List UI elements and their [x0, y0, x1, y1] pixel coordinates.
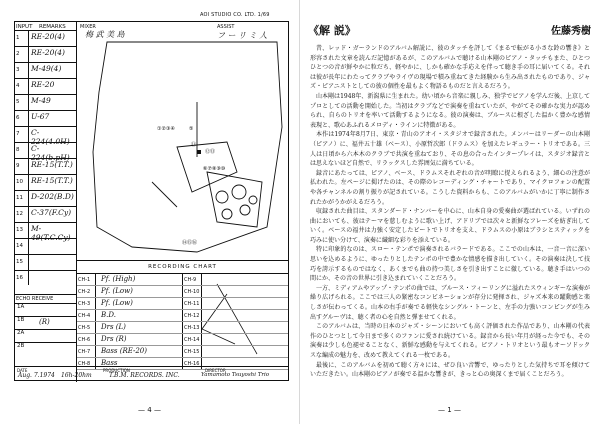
- input-number: 6: [16, 115, 20, 121]
- input-number: 14: [16, 243, 23, 249]
- channel-source: Drs (L): [101, 323, 126, 331]
- input-row: [15, 222, 76, 242]
- input-remark: RE-20: [31, 80, 55, 89]
- channel-label: CH-10: [184, 289, 200, 295]
- production-label: PRODUCTION: [103, 368, 130, 373]
- channel-label: CH-12: [184, 313, 200, 319]
- channel-label: CH-4: [78, 313, 91, 319]
- input-remark: M-49: [31, 96, 51, 105]
- echo-row-label: 2B: [17, 343, 25, 349]
- time-value: 16h-20hm: [61, 372, 92, 379]
- echo-rows: [15, 303, 76, 355]
- input-remark: RE-15(T.T.): [31, 160, 73, 169]
- input-remark: C-37(F.Cy): [31, 208, 72, 217]
- recording-chart-grid: [77, 273, 288, 370]
- drum-1: [216, 191, 228, 203]
- input-remark: RE-20(4): [31, 48, 65, 57]
- marker-box: [197, 150, 201, 154]
- body-paragraph: 一方、ミディアムやアップ・テンポの曲では、ブルース・フィーリングに溢れたスウィンギーな演奏が繰り広げられる。ここでは三人の緊密なコンビネーションが存分に発揮され、ジャズ本来の躍動感と楽しさが伝わってくる。山本の右手が奏でる軽快なシングル・トーンと、左手の力強いコンピングが生み出すグルーヴは、聴く者の心を自然と弾ませてくれる。: [310, 284, 590, 321]
- echo-title: ECHO RECEIVE: [15, 294, 76, 303]
- assist-label: ASSIST: [217, 24, 235, 30]
- bass-line: [152, 182, 177, 207]
- recording-row: [77, 310, 288, 322]
- echo-receive: [15, 294, 76, 355]
- channel-label: CH-9: [184, 277, 197, 283]
- echo-handwriting: (R): [39, 318, 50, 326]
- input-row: [15, 174, 76, 191]
- channel-source: Pf. (Low): [101, 287, 133, 295]
- input-row: [15, 46, 76, 63]
- assist-handwriting: フ ー リ ミ 人: [217, 31, 268, 40]
- recording-row: [77, 322, 288, 334]
- echo-row-label: 1B: [17, 317, 25, 323]
- page-title: 《解 説》: [308, 24, 356, 37]
- cymbal: [249, 196, 257, 204]
- recording-row: [77, 286, 288, 298]
- input-row: [15, 30, 76, 47]
- channel-label: CH-3: [78, 301, 91, 307]
- input-number: 1: [16, 35, 20, 41]
- mic-label-4: ⑫⑬: [205, 149, 216, 155]
- input-row: [15, 254, 76, 271]
- input-number: 9: [16, 163, 20, 169]
- input-number: 7: [16, 131, 20, 137]
- channel-label: CH-8: [78, 361, 91, 367]
- input-remark: RE-20(4): [31, 32, 65, 41]
- input-number: 4: [16, 83, 20, 89]
- production-value: T.B.M. RECORDS. INC.: [109, 372, 180, 379]
- mixer-handwriting: 梅 武 美 島: [85, 30, 125, 39]
- input-remark: U-67: [31, 112, 50, 121]
- input-row: [15, 110, 76, 127]
- sheet-footer: [15, 366, 288, 381]
- channel-label: CH-14: [184, 337, 200, 343]
- input-number: 5: [16, 99, 20, 105]
- page-number-left: — 4 —: [138, 406, 161, 414]
- channel-label: CH-6: [78, 337, 91, 343]
- channel-label: CH-16: [184, 361, 200, 367]
- input-number: 11: [16, 195, 23, 201]
- input-number: 10: [16, 179, 23, 185]
- input-number: 3: [16, 67, 20, 73]
- recording-sheet: [14, 21, 289, 381]
- echo-row-label: 2A: [17, 330, 25, 336]
- echo-row: [15, 342, 76, 355]
- input-row: [15, 62, 76, 79]
- mic-label-5: ⑥⑦⑧⑨⑩: [203, 166, 226, 172]
- body-paragraph: 最後に、このアルバムを初めて聴く方々には、ぜひ良い音響で、ゆったりとした気持ちで耳を傾けていただきたい。山本剛のピアノが奏でる温かな響きが、きっと心の奥深くまで届くことだろう。: [310, 361, 590, 379]
- body-paragraph: 昔、レッド・ガーランドのアルバム解説に、彼のタッチを評して《まるで転がる小さな鈴の響き》と形容された文章を読んだ記憶があるが、このアルバムで聴ける山本剛のピアノ・タッチもまた、ひとつひとつの音が鮮やかに粒だち、軽やかに、しかも確かな手応えを伴って聴き手の耳に届いてくる。それは彼が長年にわたってクラブやライヴの現場で積み重ねてきた経験から生み出されたものであり、ジャズ・ピアニストとしての彼の個性を最もよく物語るものだと言えるだろう。: [310, 45, 590, 91]
- input-header: INPUT: [16, 24, 33, 30]
- echo-row: [15, 329, 76, 342]
- channel-source: Bass: [101, 359, 118, 367]
- input-row: [15, 158, 76, 175]
- channel-source: Drs (R): [101, 335, 127, 343]
- body-paragraph: 収録された曲目は、スタンダード・ナンバーを中心に、山本自身の愛奏曲が選ばれている。いずれの曲においても、彼はテーマを慈しむように歌い上げ、アドリブでは次々と新鮮なフレーズを紡ぎ出していく。ベースの福井は力強く安定したビートでトリオを支え、ドラムスの小原はブラシとスティックを巧みに使い分けて、演奏に繊細な彩りを添えている。: [310, 208, 590, 244]
- floor-plan-outline: [93, 42, 282, 252]
- input-row: [15, 78, 76, 95]
- drum-2: [232, 185, 246, 199]
- body-paragraph: 山本剛は1948年、新潟県に生まれた。幼い頃から音楽に親しみ、独学でピアノを学んだ後、上京してプロとしての活動を開始した。当初はクラブなどで演奏を重ねていたが、やがてその確かな実力が認められ、自らのトリオを率いて活動するようになる。彼の演奏は、ブルースに根ざした温かく豊かな感情表現と、歌心あふれるメロディ・ラインに特徴がある。: [310, 92, 590, 129]
- channel-source: Bass (RE-20): [101, 347, 147, 355]
- body-paragraph: 特に印象的なのは、スロー・テンポで演奏されるバラードである。ここでの山本は、一音一音に深い思いを込めるように、ゆったりとしたテンポの中で豊かな情感を描き出していく。その演奏は決して技巧を誇示するものではなく、あくまでも曲の持つ美しさを引き出すことに徹している。聴き手はいつの間にか、その音の世界に引き込まれていくことだろう。: [310, 246, 590, 283]
- mic-label-3: ⑪: [191, 142, 197, 148]
- remarks-header: REMARKS: [39, 24, 66, 30]
- input-remark: RE-15(T.T.): [31, 176, 73, 185]
- echo-row: [15, 303, 76, 316]
- mixer-area: [77, 22, 288, 260]
- channel-source: Pf. (High): [101, 275, 136, 283]
- director-value: Yamamoto Tsuyoshi Trio: [201, 372, 270, 378]
- mic-label-2: ⑤: [189, 126, 194, 132]
- body-paragraph: 本作は1974年8月7日、東京・青山のアオイ・スタジオで録音された。メンバーはリーダーの山本剛（ピアノ）に、福井五十雄（ベース）、小原哲次郎（ドラムス）を加えたレギュラー・トリオである。三人は日頃から六本木のクラブで共演を重ねており、その息の合ったインタープレイは、スタジオ録音とは思えないほど自然で、リラックスした雰囲気に満ちている。: [310, 131, 590, 168]
- input-remark: C-224(4.0H): [31, 128, 70, 146]
- input-row: [15, 206, 76, 223]
- director-label: DIRECTOR: [205, 368, 226, 373]
- input-remark: M-49(T.C.Cy): [31, 224, 71, 242]
- input-row: [15, 270, 76, 287]
- recording-row: [77, 274, 288, 286]
- mic-label-1: ①②③④: [157, 126, 175, 132]
- recording-row: [77, 346, 288, 358]
- left-page: [0, 0, 299, 424]
- input-number: 12: [16, 211, 23, 217]
- right-page: [300, 0, 599, 424]
- drum-4: [222, 209, 232, 219]
- input-row: [15, 94, 76, 111]
- channel-label: CH-13: [184, 325, 200, 331]
- input-remark: D-202(B.D): [31, 192, 74, 201]
- date-label: DATE: [17, 368, 28, 373]
- input-number: 8: [16, 147, 20, 153]
- studio-name: AOI STUDIO CO. LTD. 1/69: [200, 12, 270, 18]
- input-number: 2: [16, 51, 20, 57]
- mic-label-6: ⑭⑮⑯: [182, 240, 198, 246]
- channel-label: CH-2: [78, 289, 91, 295]
- author-name: 佐藤秀樹: [551, 26, 591, 37]
- recording-row: [77, 334, 288, 346]
- body-paragraph: このアルバムは、当時の日本のジャズ・シーンにおいても高く評価された作品であり、山本剛の代表作のひとつとして今日まで多くのファンに愛され続けている。録音から長い年月が経った今でも、その演奏は少しも色褪せることなく、新鮮な感動を与えてくれる。ピアノ・トリオという最もオーソドックスな編成の魅力を、改めて教えてくれる一枚である。: [310, 323, 590, 359]
- input-row: [15, 190, 76, 207]
- drum-3: [240, 205, 250, 215]
- recording-row: [77, 298, 288, 310]
- input-row: [15, 142, 76, 162]
- channel-label: CH-1: [78, 277, 91, 283]
- echo-row: [15, 316, 76, 329]
- page-number-right: — 1 —: [438, 406, 461, 414]
- input-number: 13: [16, 227, 23, 233]
- input-row: [15, 126, 76, 146]
- channel-label: CH-15: [184, 349, 200, 355]
- channel-label: CH-11: [184, 301, 200, 307]
- input-number: 16: [16, 275, 23, 281]
- channel-label: CH-7: [78, 349, 91, 355]
- date-value: Aug. 7.1974: [18, 372, 55, 379]
- body-paragraph: 録音にあたっては、ピアノ、ベース、ドラムスそれぞれの音が明瞭に捉えられるよう、細心の注意が払われた。左ページに掲げたのは、その際のレコーディング・チャートであり、マイクロフォンの配置や各チャンネルの割り振りが記されている。こうした資料からも、このアルバムがいかに丁寧に制作されたかがうかがえるだろう。: [310, 169, 590, 206]
- input-remark: M-49(4): [31, 64, 62, 73]
- studio-floor-plan: [77, 22, 288, 260]
- input-remark: C-224(b.pH): [31, 144, 70, 162]
- recording-chart-title: RECORDING CHART: [148, 264, 217, 270]
- input-row: [15, 238, 76, 255]
- liner-notes-body: [310, 44, 590, 389]
- channel-label: CH-5: [78, 325, 91, 331]
- mixer-label: MIXER: [80, 24, 96, 30]
- channel-source: Pf. (Low): [101, 299, 133, 307]
- recording-chart: [77, 260, 288, 381]
- echo-row-label: 1A: [17, 304, 25, 310]
- input-number: 15: [16, 259, 23, 265]
- input-column: [15, 22, 77, 382]
- channel-source: B.D.: [101, 311, 116, 319]
- drum-area: [207, 172, 262, 227]
